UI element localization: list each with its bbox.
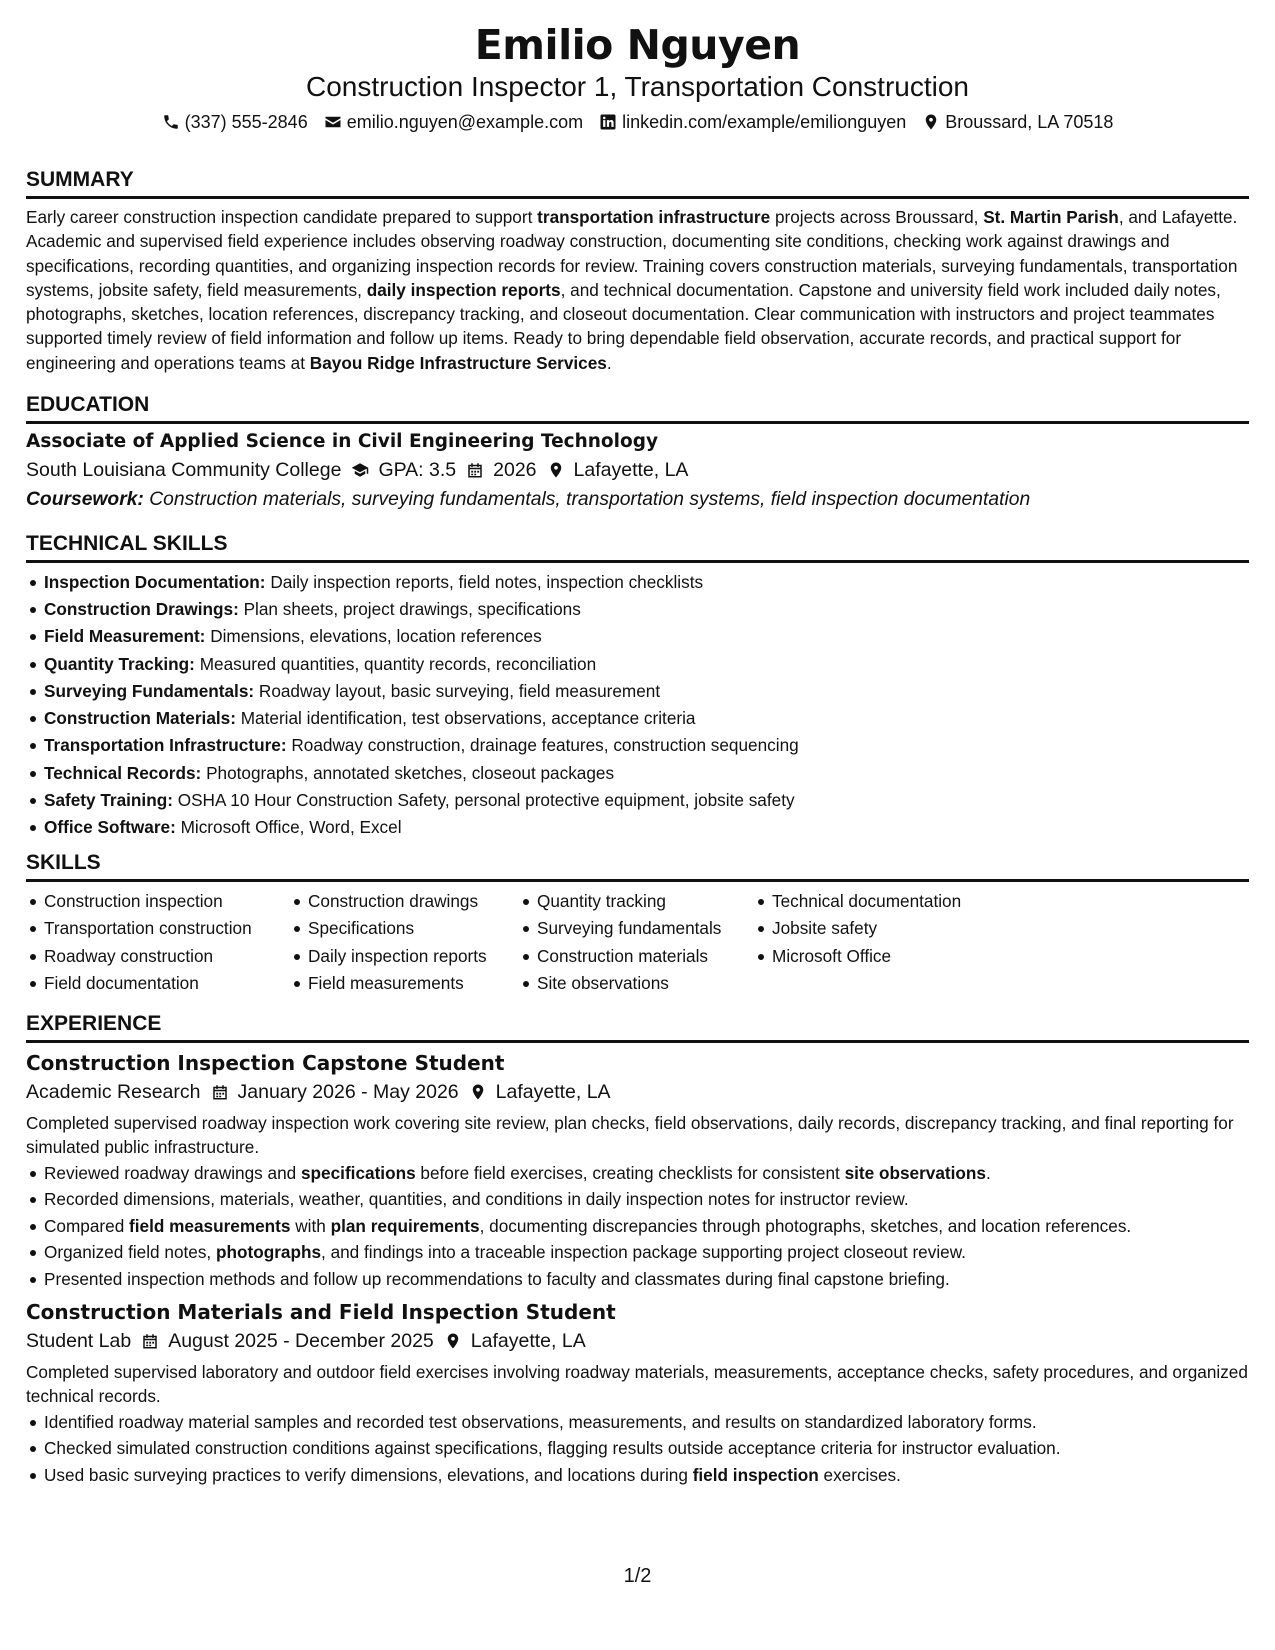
list-item: Surveying Fundamentals: Roadway layout, basic surveying, field measurement — [26, 678, 1249, 705]
list-item: Checked simulated construction conditions against specifications, flagging results outside acceptance criteria for instructor evaluation. — [26, 1435, 1249, 1462]
page-number: 1/2 — [623, 1565, 652, 1587]
section-heading-technical-skills: TECHNICAL SKILLS — [26, 530, 1249, 563]
calendar-icon — [141, 1332, 159, 1350]
list-item: Site observations — [519, 970, 754, 997]
envelope-icon — [324, 113, 342, 131]
list-item: Specifications — [290, 915, 519, 942]
list-item: Organized field notes, photographs, and findings into a traceable inspection package supporting project closeout review. — [26, 1239, 1249, 1266]
job-description: Completed supervised laboratory and outdoor field exercises involving roadway materials, measurements, acceptance checks, safety procedures, and organized technical records. — [26, 1362, 1248, 1407]
skills-section — [26, 849, 1249, 997]
contact-linkedin[interactable] — [599, 110, 906, 134]
job-dates: August 2025 - December 2025 — [168, 1330, 434, 1353]
education-location: Lafayette, LA — [573, 459, 689, 482]
job-bullets — [26, 1160, 1249, 1293]
job-meta — [26, 1077, 1249, 1107]
contact-phone[interactable] — [162, 110, 308, 134]
contact-location — [922, 110, 1113, 134]
list-item: Transportation Infrastructure: Roadway construction, drainage features, construction sequencing — [26, 732, 1249, 759]
contact-email[interactable] — [324, 110, 583, 134]
list-item: Office Software: Microsoft Office, Word, Excel — [26, 814, 1249, 841]
contact-email-text: emilio.nguyen@example.com — [346, 112, 584, 132]
candidate-name: Emilio Nguyen — [474, 21, 801, 69]
education-meta — [26, 455, 1249, 485]
contact-bar — [26, 110, 1249, 134]
list-item: Quantity Tracking: Measured quantities, quantity records, reconciliation — [26, 651, 1249, 678]
education-section — [26, 391, 1249, 515]
list-item: Daily inspection reports — [290, 943, 519, 970]
list-item: Recorded dimensions, materials, weather, quantities, and conditions in daily inspection notes for instructor review. — [26, 1186, 1249, 1213]
experience-section — [26, 1010, 1249, 1488]
contact-location-text: Broussard, LA 70518 — [945, 112, 1114, 132]
skills-grid — [26, 888, 1249, 997]
list-item: Field measurements — [290, 970, 519, 997]
job-entry — [26, 1298, 1249, 1488]
map-pin-icon — [469, 1083, 487, 1101]
list-item: Construction drawings — [290, 888, 519, 915]
list-item: Transportation construction — [26, 915, 290, 942]
list-item: Safety Training: OSHA 10 Hour Construction Safety, personal protective equipment, jobsite safety — [26, 787, 1249, 814]
calendar-icon — [211, 1083, 229, 1101]
skills-column — [754, 888, 1014, 997]
graduation-cap-icon — [351, 461, 369, 479]
education-gpa: GPA: 3.5 — [378, 459, 457, 482]
job-bullets — [26, 1409, 1249, 1489]
list-item: Technical Records: Photographs, annotated sketches, closeout packages — [26, 760, 1249, 787]
education-degree: Associate of Applied Science in Civil Engineering Technology — [26, 431, 658, 453]
coursework-text: Construction materials, surveying fundamentals, transportation systems, field inspection documentation — [149, 489, 1031, 511]
job-title: Construction Materials and Field Inspection Student — [26, 1300, 616, 1325]
list-item: Surveying fundamentals — [519, 915, 754, 942]
coursework-label: Coursework: — [26, 489, 144, 511]
section-heading-experience: EXPERIENCE — [26, 1010, 1249, 1043]
technical-skills-section — [26, 530, 1249, 841]
map-pin-icon — [922, 113, 940, 131]
contact-linkedin-text: linkedin.com/example/emilionguyen — [622, 112, 907, 132]
list-item: Reviewed roadway drawings and specifications before field exercises, creating checklists for consistent site observations. — [26, 1160, 1249, 1187]
job-dates: January 2026 - May 2026 — [237, 1080, 459, 1103]
job-meta — [26, 1326, 1249, 1356]
list-item: Construction Materials: Material identification, test observations, acceptance criteria — [26, 705, 1249, 732]
list-item: Construction materials — [519, 943, 754, 970]
job-description: Completed supervised roadway inspection work covering site review, plan checks, field observations, daily records, discrepancy tracking, and final reporting for simulated public infrastructure. — [26, 1112, 1234, 1158]
job-title: Construction Inspection Capstone Student — [26, 1050, 505, 1075]
list-item: Used basic surveying practices to verify dimensions, elevations, and locations during field inspection exercises. — [26, 1462, 1249, 1489]
list-item: Technical documentation — [754, 888, 1014, 915]
section-heading-summary: SUMMARY — [26, 166, 1249, 199]
phone-icon — [162, 113, 180, 131]
list-item: Roadway construction — [26, 943, 290, 970]
calendar-icon — [466, 461, 484, 479]
contact-phone-text: (337) 555-2846 — [184, 112, 308, 132]
list-item: Inspection Documentation: Daily inspection reports, field notes, inspection checklists — [26, 569, 1249, 596]
job-location: Lafayette, LA — [495, 1080, 611, 1103]
linkedin-icon — [599, 113, 617, 131]
list-item: Microsoft Office — [754, 943, 1014, 970]
education-school: South Louisiana Community College — [26, 459, 342, 482]
section-heading-skills: SKILLS — [26, 849, 1249, 882]
summary-text: Early career construction inspection candidate prepared to support transportation infrastructure projects across Broussard, St. Martin Parish, and Lafayette. Academic and supervised field experience includes observing roadway construction, documenting site conditions, checking work against drawings and specifications, recording quantities, and organizing inspection records for review. Training covers construction materials, surveying fundamentals, transportation systems, jobsite safety, field measurements, daily inspection reports, and technical documentation. Capstone and university field work included daily notes, photographs, sketches, location references, discrepancy tracking, and closeout documentation. Clear communication with instructors and project teammates supported timely review of field information and follow up items. Ready to bring dependable field observation, accurate records, and practical support for engineering and operations teams at Bayou Ridge Infrastructure Services. — [26, 207, 1238, 373]
list-item: Quantity tracking — [519, 888, 754, 915]
list-item: Construction Drawings: Plan sheets, project drawings, specifications — [26, 596, 1249, 623]
list-item: Construction inspection — [26, 888, 290, 915]
job-org: Academic Research — [26, 1080, 201, 1103]
summary-section — [26, 166, 1249, 375]
map-pin-icon — [444, 1332, 462, 1350]
skills-column — [290, 888, 519, 997]
map-pin-icon — [547, 461, 565, 479]
skills-column — [26, 888, 290, 997]
list-item: Compared field measurements with plan requirements, documenting discrepancies through photographs, sketches, and location references. — [26, 1213, 1249, 1240]
education-year: 2026 — [493, 459, 537, 482]
section-heading-education: EDUCATION — [26, 391, 1249, 424]
list-item: Field Measurement: Dimensions, elevations, location references — [26, 623, 1249, 650]
education-coursework — [26, 485, 1249, 515]
list-item: Field documentation — [26, 970, 290, 997]
job-entry — [26, 1049, 1249, 1292]
skills-column — [519, 888, 754, 997]
technical-skills-list — [26, 569, 1249, 841]
candidate-title: Construction Inspector 1, Transportation Construction — [305, 71, 969, 102]
job-org: Student Lab — [26, 1330, 132, 1353]
job-location: Lafayette, LA — [470, 1330, 586, 1353]
list-item: Identified roadway material samples and recorded test observations, measurements, and results on standardized laboratory forms. — [26, 1409, 1249, 1436]
list-item: Jobsite safety — [754, 915, 1014, 942]
list-item: Presented inspection methods and follow up recommendations to faculty and classmates during final capstone briefing. — [26, 1266, 1249, 1293]
